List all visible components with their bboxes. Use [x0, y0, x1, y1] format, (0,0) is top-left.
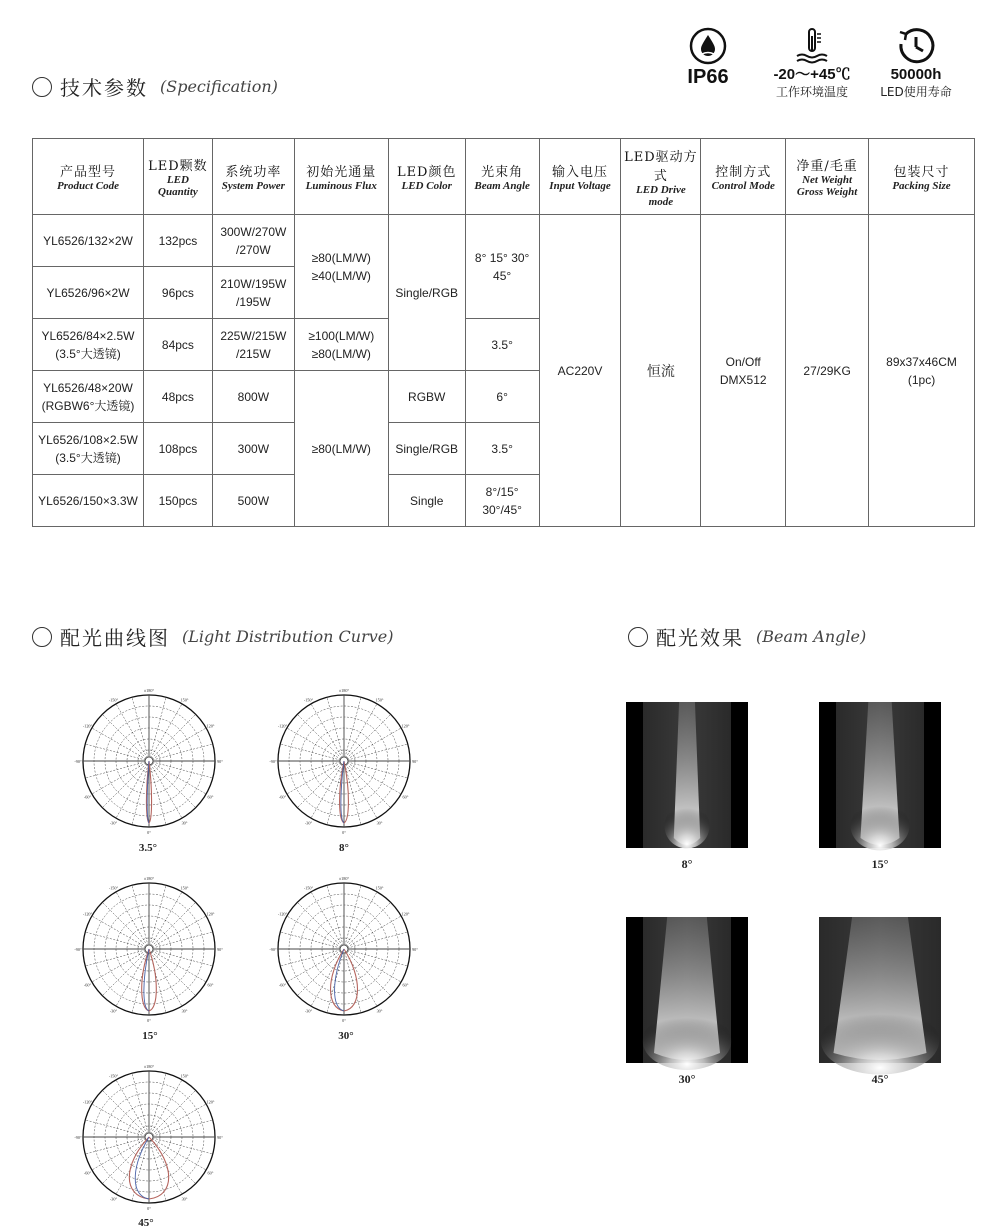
polar-label: 8° — [339, 842, 349, 854]
beam-label: 8° — [681, 857, 693, 871]
polar-tick-label: -150° — [303, 697, 314, 703]
polar-tick-label: -120° — [82, 1099, 93, 1105]
polar-diagram-15 — [74, 874, 223, 1024]
polar-tick-label: -90° — [74, 947, 82, 952]
th-system-power: 系统功率 System Power — [212, 139, 294, 215]
polar-tick-label: -150° — [108, 1073, 119, 1079]
polar-tick-label: -60° — [83, 982, 92, 988]
polar-tick-label: ±180° — [143, 876, 155, 881]
polar-label: 45° — [138, 1217, 154, 1229]
polar-tick-label: ±180° — [143, 1064, 155, 1069]
cell-qty: 96pcs — [143, 267, 212, 319]
cell-power: 210W/195W /195W — [212, 267, 294, 319]
cell-qty: 84pcs — [143, 319, 212, 371]
cell-beam: 3.5° — [465, 319, 539, 371]
cell-flux: ≥100(LM/W) ≥80(LM/W) — [294, 319, 388, 371]
polar-tick-label: 30° — [376, 1008, 383, 1014]
cell-color: Single/RGB — [388, 215, 465, 371]
polar-tick-label: 90° — [217, 759, 223, 764]
cell-power: 300W/270W /270W — [212, 215, 294, 267]
polar-label: 15° — [142, 1030, 158, 1042]
badge-temp-range: -20～+45℃ — [773, 66, 851, 83]
cell-flux: ≥80(LM/W) — [294, 371, 388, 527]
beam-photo-30 — [626, 917, 748, 1063]
polar-tick-label: 60° — [402, 982, 409, 988]
beam-render — [819, 917, 941, 1063]
polar-tick-label: 150° — [180, 697, 189, 703]
polar-tick-label: 60° — [207, 982, 214, 988]
cell-power: 300W — [212, 423, 294, 475]
cell-beam: 3.5° — [465, 423, 539, 475]
cell-code: YL6526/48×20W (RGBW6°大透镜) — [33, 371, 144, 423]
polar-tick-label: -120° — [277, 723, 288, 729]
feature-badges — [664, 26, 960, 100]
th-drive-mode: LED驱动方式 LED Drive mode — [621, 139, 701, 215]
th-packing-size: 包装尺寸 Packing Size — [869, 139, 975, 215]
spec-title-zh: 技术参数 — [60, 76, 148, 100]
cell-qty: 150pcs — [143, 475, 212, 527]
spec-section-title — [32, 72, 278, 101]
curve-title-en: (Light Distribution Curve) — [182, 627, 394, 646]
cell-beam: 8° 15° 30° 45° — [465, 215, 539, 319]
polar-tick-label: -30° — [109, 1196, 118, 1202]
polar-tick-label: 150° — [180, 1073, 189, 1079]
beam-photo-8 — [626, 702, 748, 848]
cell-beam: 8°/15° 30°/45° — [465, 475, 539, 527]
badge-life-hours: 50000h — [890, 66, 942, 83]
polar-tick-label: 120° — [206, 1099, 215, 1105]
polar-tick-label: -120° — [82, 911, 93, 917]
cell-color: Single/RGB — [388, 423, 465, 475]
beam-photo-45 — [819, 917, 941, 1063]
polar-tick-label: 90° — [217, 1135, 223, 1140]
polar-tick-label: 120° — [206, 911, 215, 917]
polar-tick-label: ±180° — [338, 876, 350, 881]
circle-bullet-icon — [628, 627, 648, 647]
cell-flux: ≥80(LM/W) ≥40(LM/W) — [294, 215, 388, 319]
polar-tick-label: -90° — [74, 759, 82, 764]
polar-tick-label: -60° — [83, 794, 92, 800]
cell-code: YL6526/84×2.5W (3.5°大透镜) — [33, 319, 144, 371]
polar-tick-label: 60° — [207, 1170, 214, 1176]
polar-tick-label: 30° — [181, 1008, 188, 1014]
polar-tick-label: -150° — [303, 885, 314, 891]
polar-label: 30° — [338, 1030, 354, 1042]
spec-table — [32, 138, 975, 527]
curve-section-title — [32, 622, 393, 651]
table-header-row — [33, 139, 975, 215]
beam-render — [819, 702, 941, 848]
th-led-color: LED颜色 LED Color — [388, 139, 465, 215]
beam-label: 15° — [871, 857, 889, 871]
badge-life-caption: LED使用寿命 — [880, 85, 952, 99]
cell-code: YL6526/150×3.3W — [33, 475, 144, 527]
cell-qty: 132pcs — [143, 215, 212, 267]
cell-voltage: AC220V — [539, 215, 621, 527]
cell-beam: 6° — [465, 371, 539, 423]
polar-tick-label: 0° — [342, 1018, 346, 1023]
polar-tick-label: 0° — [147, 1206, 151, 1211]
polar-tick-label: 30° — [376, 820, 383, 826]
badge-temperature — [768, 26, 856, 100]
polar-tick-label: -60° — [278, 794, 287, 800]
polar-tick-label: 90° — [412, 759, 418, 764]
circle-bullet-icon — [32, 627, 52, 647]
th-control-mode: 控制方式 Control Mode — [701, 139, 786, 215]
polar-label: 3.5° — [138, 842, 158, 854]
cell-control: On/Off DMX512 — [701, 215, 786, 527]
cell-color: Single — [388, 475, 465, 527]
beam-render — [626, 917, 748, 1063]
polar-tick-label: -90° — [74, 1135, 82, 1140]
polar-tick-label: -60° — [278, 982, 287, 988]
cell-weight: 27/29KG — [786, 215, 869, 527]
polar-tick-label: -30° — [109, 820, 118, 826]
beam-label: 30° — [678, 1072, 696, 1086]
polar-tick-label: 150° — [375, 885, 384, 891]
spec-title-en: (Specification) — [160, 77, 278, 96]
clock-icon — [896, 26, 936, 66]
polar-tick-label: 150° — [375, 697, 384, 703]
cell-code: YL6526/108×2.5W (3.5°大透镜) — [33, 423, 144, 475]
polar-tick-label: -30° — [304, 820, 313, 826]
polar-tick-label: 120° — [401, 911, 410, 917]
polar-tick-label: -30° — [109, 1008, 118, 1014]
beam-title-zh: 配光效果 — [656, 626, 744, 650]
polar-tick-label: -150° — [108, 885, 119, 891]
polar-tick-label: -90° — [269, 759, 277, 764]
polar-tick-label: 30° — [181, 1196, 188, 1202]
polar-diagram-3-5 — [74, 686, 223, 836]
cell-code: YL6526/96×2W — [33, 267, 144, 319]
cell-packing: 89x37x46CM (1pc) — [869, 215, 975, 527]
polar-tick-label: -150° — [108, 697, 119, 703]
curve-title-zh: 配光曲线图 — [60, 626, 170, 650]
th-weight: 净重/毛重 Net Weight Gross Weight — [786, 139, 869, 215]
badge-temp-caption: 工作环境温度 — [775, 85, 848, 99]
badge-lifetime — [872, 26, 960, 100]
badge-ip-text: IP66 — [687, 66, 729, 88]
beam-label: 45° — [871, 1072, 889, 1086]
polar-tick-label: 150° — [180, 885, 189, 891]
beam-photo-15 — [819, 702, 941, 848]
cell-qty: 48pcs — [143, 371, 212, 423]
cell-code: YL6526/132×2W — [33, 215, 144, 267]
polar-tick-label: 30° — [181, 820, 188, 826]
cell-power: 800W — [212, 371, 294, 423]
polar-tick-label: 90° — [217, 947, 223, 952]
thermometer-icon — [792, 26, 832, 66]
polar-diagram-30 — [269, 874, 418, 1024]
polar-tick-label: -90° — [269, 947, 277, 952]
polar-tick-label: 60° — [402, 794, 409, 800]
table-row — [33, 215, 975, 267]
cell-drive: 恒流 — [621, 215, 701, 527]
polar-diagram-45 — [74, 1062, 223, 1212]
cell-power: 225W/215W /215W — [212, 319, 294, 371]
circle-bullet-icon — [32, 77, 52, 97]
polar-tick-label: -30° — [304, 1008, 313, 1014]
th-input-voltage: 输入电压 Input Voltage — [539, 139, 621, 215]
polar-tick-label: 120° — [206, 723, 215, 729]
cell-power: 500W — [212, 475, 294, 527]
polar-tick-label: -60° — [83, 1170, 92, 1176]
beam-title-en: (Beam Angle) — [756, 627, 867, 646]
polar-diagram-8 — [269, 686, 418, 836]
th-product-code: 产品型号 Product Code — [33, 139, 144, 215]
polar-tick-label: -120° — [277, 911, 288, 917]
polar-tick-label: 0° — [147, 1018, 151, 1023]
cell-color: RGBW — [388, 371, 465, 423]
polar-tick-label: 120° — [401, 723, 410, 729]
th-beam-angle: 光束角 Beam Angle — [465, 139, 539, 215]
th-led-quantity: LED颗数 LED Quantity — [143, 139, 212, 215]
waterproof-icon — [688, 26, 728, 66]
th-luminous-flux: 初始光通量 Luminous Flux — [294, 139, 388, 215]
polar-tick-label: -120° — [82, 723, 93, 729]
polar-tick-label: 0° — [342, 830, 346, 835]
polar-tick-label: ±180° — [143, 688, 155, 693]
polar-tick-label: 0° — [147, 830, 151, 835]
polar-tick-label: 90° — [412, 947, 418, 952]
polar-tick-label: 60° — [207, 794, 214, 800]
polar-tick-label: ±180° — [338, 688, 350, 693]
cell-qty: 108pcs — [143, 423, 212, 475]
beam-section-title — [628, 622, 866, 651]
beam-render — [626, 702, 748, 848]
badge-ip66 — [664, 26, 752, 100]
